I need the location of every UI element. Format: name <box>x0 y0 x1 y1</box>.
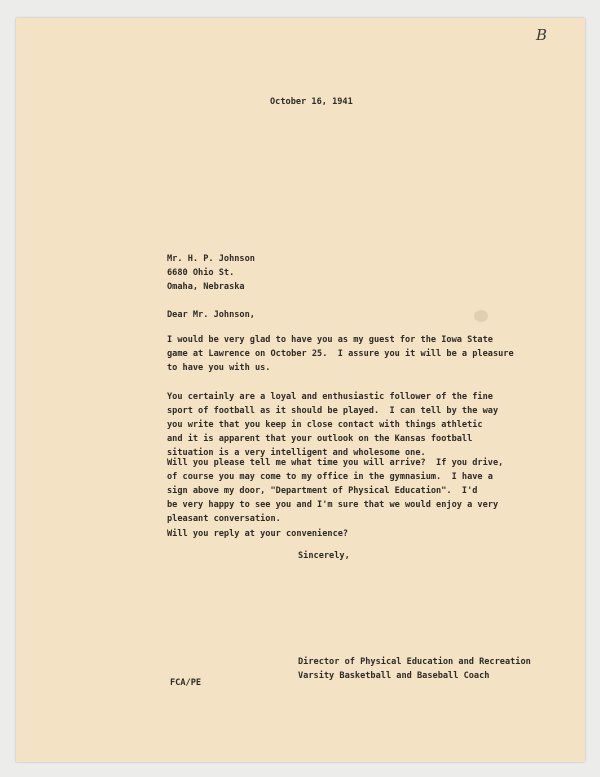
paragraph-line: I would be very glad to have you as my guest for the Iowa State <box>167 335 493 345</box>
closing: Sincerely, <box>298 551 350 561</box>
paragraph-line: sign above my door, "Department of Physical Education". I'd <box>167 486 478 496</box>
paragraph-line: Will you please tell me what time you will arrive? If you drive, <box>167 458 504 468</box>
paragraph-line: to have you with us. <box>167 363 271 373</box>
salutation: Dear Mr. Johnson, <box>167 310 255 320</box>
recipient-city: Omaha, Nebraska <box>167 282 245 292</box>
body-paragraph-1 <box>167 333 514 375</box>
paragraph-line: pleasant conversation. <box>167 514 281 524</box>
paragraph-line: you write that you keep in close contact with things athletic <box>167 420 483 430</box>
body-paragraph-2 <box>167 390 498 460</box>
paragraph-line: be very happy to see you and I'm sure that we would enjoy a very <box>167 500 499 510</box>
paragraph-line: game at Lawrence on October 25. I assure you it will be a pleasure <box>167 349 514 359</box>
signature-title-line2: Varsity Basketball and Baseball Coach <box>298 671 490 681</box>
paragraph-line: sport of football as it should be played. I can tell by the way <box>167 406 499 416</box>
typist-initials: FCA/PE <box>170 678 202 688</box>
signature-title-line1: Director of Physical Education and Recreation <box>298 657 531 667</box>
paper-stain <box>474 310 488 322</box>
corner-mark: B <box>536 26 548 44</box>
recipient-street: 6680 Ohio St. <box>167 268 235 278</box>
body-paragraph-3 <box>167 456 503 526</box>
paragraph-line: You certainly are a loyal and enthusiastic follower of the fine <box>167 392 493 402</box>
closing-question: Will you reply at your convenience? <box>167 529 349 539</box>
recipient-name: Mr. H. P. Johnson <box>167 254 255 264</box>
letter-page <box>16 18 585 762</box>
paragraph-line: situation is a very intelligent and wholesome one. <box>167 448 426 458</box>
letter-date: October 16, 1941 <box>270 97 353 107</box>
paragraph-line: of course you may come to my office in the gymnasium. I have a <box>167 472 493 482</box>
paragraph-line: and it is apparent that your outlook on the Kansas football <box>167 434 473 444</box>
